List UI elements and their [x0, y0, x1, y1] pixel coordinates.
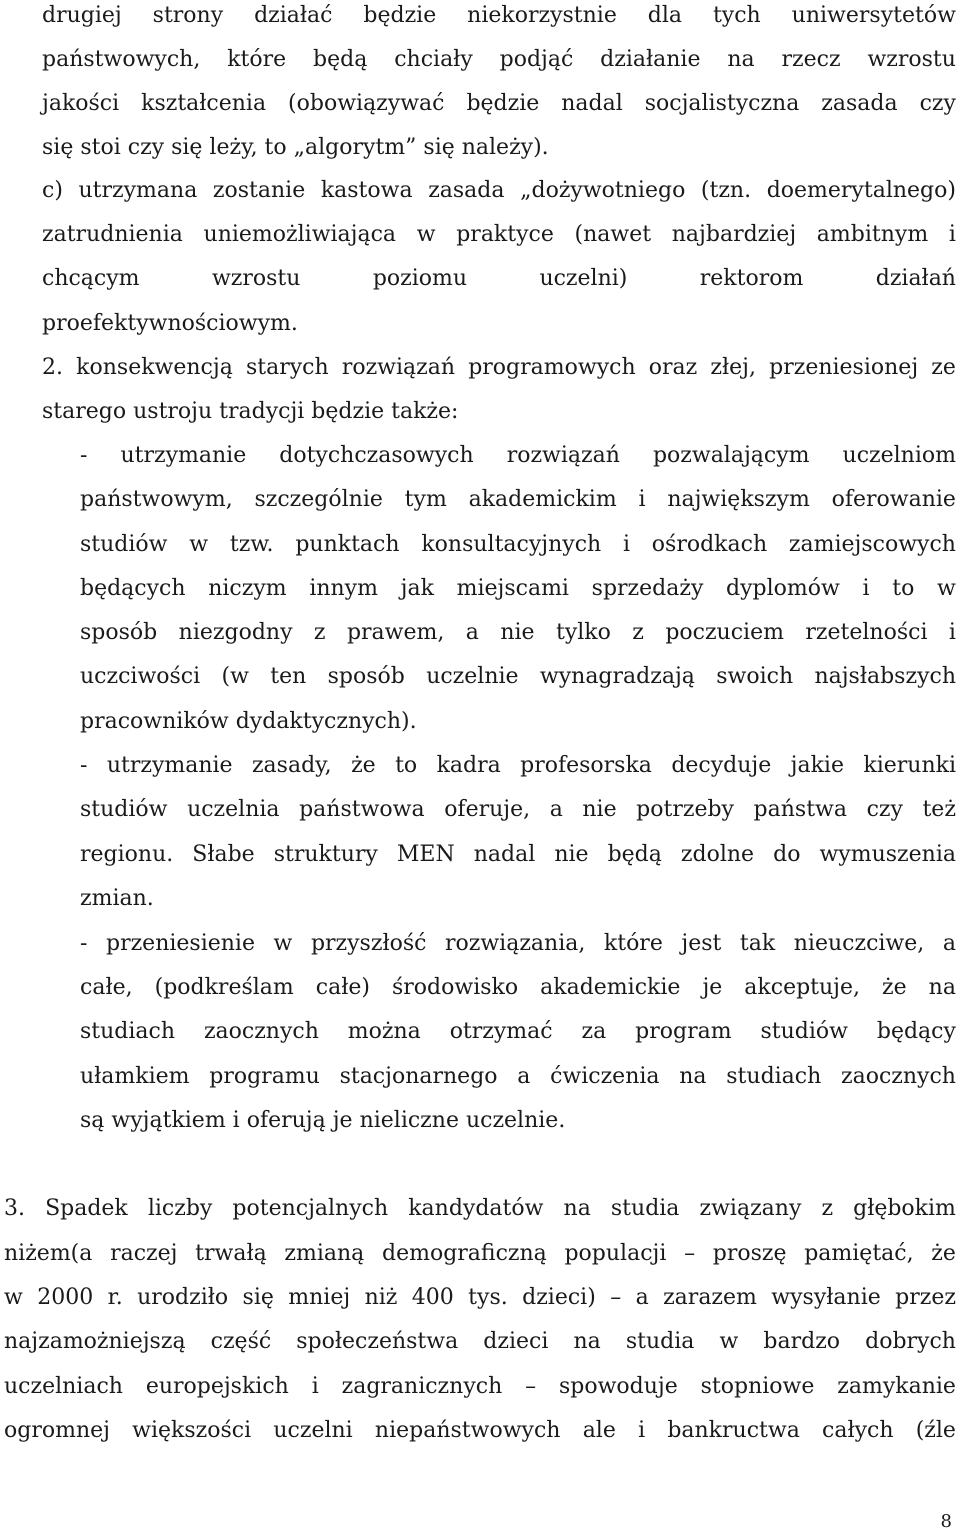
text-line: starego ustroju tradycji będzie także: — [42, 399, 459, 424]
word: i — [311, 1374, 319, 1399]
word: i — [948, 620, 956, 645]
word: je — [702, 975, 723, 1000]
word: uczelni — [273, 1418, 353, 1443]
text-line — [42, 264, 956, 294]
page-number: 8 — [940, 1511, 952, 1532]
word: społeczeństwa — [296, 1329, 459, 1354]
word: czy — [919, 91, 956, 116]
word: Spadek — [45, 1196, 128, 1221]
word: całe, — [80, 975, 133, 1000]
word: kierunki — [863, 753, 956, 778]
word: rozwiązania, — [444, 931, 586, 956]
word: wymuszenia — [819, 842, 956, 867]
text-line — [4, 1239, 956, 1269]
word: zasady, — [251, 753, 332, 778]
word: i — [638, 1418, 646, 1443]
word: uczelniom — [842, 443, 956, 468]
word: miejscami — [456, 576, 569, 601]
word: utrzymanie — [120, 443, 247, 468]
word: swoich — [716, 664, 794, 689]
text-line — [42, 220, 956, 250]
word: sposób — [80, 620, 158, 645]
text-line — [80, 485, 956, 515]
word: program — [635, 1019, 732, 1044]
word: punktach — [295, 532, 400, 557]
word: tak — [739, 931, 776, 956]
word: ćwiczenia — [550, 1064, 660, 1089]
word: będący — [876, 1019, 956, 1044]
word: uczelni) — [539, 266, 628, 291]
word: studia — [610, 1196, 680, 1221]
word: z — [313, 620, 326, 645]
word: otrzymać — [449, 1019, 553, 1044]
word: zaocznych — [203, 1019, 319, 1044]
word: i — [622, 532, 631, 557]
word: a — [465, 620, 479, 645]
word: uniwersytetów — [791, 3, 956, 28]
word: pozwalającym — [652, 443, 810, 468]
word: 2000 — [37, 1285, 94, 1310]
word: całe) — [315, 975, 370, 1000]
word: ze — [931, 355, 956, 380]
word: zarazem — [663, 1285, 757, 1310]
word: całych — [822, 1418, 894, 1443]
word: socjalistyczna — [644, 91, 800, 116]
word: niczym — [208, 576, 287, 601]
word: sprzedaży — [591, 576, 704, 601]
word: państwowym, — [80, 487, 233, 512]
word: MEN — [396, 842, 455, 867]
word: niekorzystnie — [467, 3, 617, 28]
word: liczby — [147, 1196, 213, 1221]
word: działanie — [600, 47, 701, 72]
word: tych — [712, 3, 761, 28]
word: będzie — [363, 3, 437, 28]
word: (nawet — [574, 222, 652, 247]
word: potrzeby — [636, 797, 734, 822]
word: akademickim — [468, 487, 617, 512]
word: konsultacyjnych — [421, 532, 602, 557]
word: drugiej — [42, 3, 122, 28]
word: będą — [607, 842, 662, 867]
word: w — [416, 222, 436, 247]
text-line — [80, 662, 956, 692]
word: na — [573, 1329, 601, 1354]
word: wynagradzają — [539, 664, 695, 689]
word: i — [638, 487, 646, 512]
word: w — [937, 576, 956, 601]
word: nadal — [473, 842, 536, 867]
word: to — [892, 576, 915, 601]
word: trwałą — [195, 1241, 267, 1266]
word: poczuciem — [665, 620, 784, 645]
word: na — [727, 47, 755, 72]
word: a — [517, 1064, 531, 1089]
word: dzieci) — [522, 1285, 596, 1310]
word: raczej — [110, 1241, 178, 1266]
word: regionu. — [80, 842, 174, 867]
word: uczelniach — [4, 1374, 123, 1399]
word: na — [928, 975, 956, 1000]
word: utrzymanie — [106, 753, 233, 778]
word: część — [210, 1329, 272, 1354]
text-line — [42, 176, 956, 206]
text-line — [80, 840, 956, 870]
word: że — [882, 975, 907, 1000]
word: - — [80, 931, 88, 956]
word: największym — [667, 487, 810, 512]
word: w — [273, 931, 293, 956]
text-line — [42, 353, 956, 383]
word: oferowanie — [831, 487, 956, 512]
word: i — [862, 576, 870, 601]
text-line — [4, 1372, 956, 1402]
text-line: proefektywnościowym. — [42, 311, 298, 336]
word: nadal — [561, 91, 623, 116]
word: prawem, — [346, 620, 445, 645]
word: (obowiązywać — [288, 91, 445, 116]
word: kadra — [436, 753, 501, 778]
word: starych — [245, 355, 329, 380]
text-line — [4, 1283, 956, 1313]
text-line — [4, 1194, 956, 1224]
word: (w — [221, 664, 249, 689]
word: głębokim — [853, 1196, 956, 1221]
word: jakości — [42, 91, 120, 116]
word: c) — [42, 178, 63, 203]
word: kastowa — [320, 178, 413, 203]
text-line — [42, 89, 956, 119]
word: państwa — [753, 797, 847, 822]
word: uczelnia — [187, 797, 280, 822]
text-line — [80, 751, 956, 781]
word: przeniesionej — [769, 355, 919, 380]
word: dyplomów — [726, 576, 840, 601]
word: ale — [582, 1418, 616, 1443]
text-line — [80, 441, 956, 471]
word: 3. — [4, 1196, 25, 1221]
word: nie — [554, 842, 589, 867]
word: – — [684, 1241, 696, 1266]
word: można — [347, 1019, 421, 1044]
word: jak — [400, 576, 434, 601]
word: wzrostu — [867, 47, 956, 72]
word: zagranicznych — [341, 1374, 503, 1399]
word: programowych — [468, 355, 636, 380]
word: się — [242, 1285, 274, 1310]
word: studiów — [760, 1019, 848, 1044]
word: też — [922, 797, 956, 822]
word: niepaństwowych — [374, 1418, 561, 1443]
word: urodziło — [137, 1285, 229, 1310]
word: doemerytalnego) — [766, 178, 956, 203]
word: uniemożliwiająca — [203, 222, 397, 247]
word: zmianą — [284, 1241, 365, 1266]
word: 2. — [42, 355, 63, 380]
word: zaocznych — [841, 1064, 956, 1089]
word: zasada — [821, 91, 898, 116]
word: – — [610, 1285, 622, 1310]
word: innym — [309, 576, 378, 601]
word: potencjalnych — [232, 1196, 389, 1221]
word: studia — [625, 1329, 695, 1354]
word: zamiejscowych — [788, 532, 956, 557]
word: studiach — [80, 1019, 176, 1044]
word: na — [679, 1064, 707, 1089]
word: kandydatów — [408, 1196, 544, 1221]
word: szczególnie — [254, 487, 383, 512]
word: akceptuje, — [744, 975, 861, 1000]
word: mniej — [288, 1285, 351, 1310]
word: populacji — [564, 1241, 667, 1266]
word: to — [395, 753, 418, 778]
word: przeniesienie — [105, 931, 255, 956]
text-line — [80, 929, 956, 959]
word: konsekwencją — [76, 355, 233, 380]
word: – — [525, 1374, 537, 1399]
word: ogromnej — [4, 1418, 110, 1443]
word: dzieci — [483, 1329, 549, 1354]
word: poziomu — [372, 266, 468, 291]
word: a — [942, 931, 956, 956]
word: rzetelności — [805, 620, 928, 645]
text-line: się stoi czy się leży, to „algorytm” się należy). — [42, 135, 549, 160]
word: w — [719, 1329, 739, 1354]
word: utrzymana — [78, 178, 198, 203]
word: najsłabszych — [814, 664, 956, 689]
word: sposób — [327, 664, 405, 689]
word: zdolne — [680, 842, 755, 867]
word: strony — [152, 3, 224, 28]
word: bardzo — [763, 1329, 841, 1354]
word: - — [80, 443, 88, 468]
text-line — [80, 574, 956, 604]
word: które — [603, 931, 663, 956]
word: niż — [364, 1285, 398, 1310]
word: proszę — [712, 1241, 787, 1266]
word: zostanie — [212, 178, 306, 203]
word: zasada — [428, 178, 505, 203]
word: oraz — [648, 355, 698, 380]
word: podjąć — [499, 47, 574, 72]
word: jest — [681, 931, 722, 956]
word: 400 — [411, 1285, 454, 1310]
word: tym — [404, 487, 447, 512]
word: działań — [875, 266, 956, 291]
word: rozwiązań — [506, 443, 620, 468]
word: europejskich — [145, 1374, 289, 1399]
text-line — [4, 1416, 956, 1446]
word: jakie — [790, 753, 844, 778]
word: za — [581, 1019, 607, 1044]
word: stacjonarnego — [339, 1064, 498, 1089]
word: struktury — [273, 842, 378, 867]
word: pamiętać, — [804, 1241, 914, 1266]
word: - — [80, 753, 88, 778]
word: dobrych — [865, 1329, 956, 1354]
text-line — [42, 1, 956, 31]
word: spowoduje — [558, 1374, 678, 1399]
word: oferuje, — [444, 797, 531, 822]
word: złej, — [710, 355, 756, 380]
word: tylko — [555, 620, 611, 645]
word: nie — [582, 797, 617, 822]
word: w — [189, 532, 209, 557]
word: uczelnie — [426, 664, 519, 689]
word: dla — [647, 3, 683, 28]
text-line: są wyjątkiem i oferują je nieliczne uczelnie. — [80, 1108, 566, 1133]
word: (źle — [915, 1418, 956, 1443]
word: Słabe — [192, 842, 255, 867]
word: czy — [866, 797, 903, 822]
word: przyszłość — [310, 931, 427, 956]
word: chcącym — [42, 266, 140, 291]
text-line — [80, 1062, 956, 1092]
word: profesorska — [520, 753, 652, 778]
word: stopniowe — [700, 1374, 815, 1399]
word: nieuczciwe, — [793, 931, 925, 956]
word: tzw. — [229, 532, 274, 557]
word: a — [549, 797, 563, 822]
word: będzie — [466, 91, 540, 116]
text-line: zmian. — [80, 886, 154, 911]
word: r. — [107, 1285, 123, 1310]
text-line — [80, 530, 956, 560]
word: państwowa — [299, 797, 425, 822]
word: nie — [500, 620, 535, 645]
word: akademickie — [540, 975, 681, 1000]
word: wysyłanie — [771, 1285, 881, 1310]
word: ten — [270, 664, 307, 689]
word: przez — [895, 1285, 956, 1310]
word: demograficzną — [381, 1241, 547, 1266]
word: rzecz — [781, 47, 841, 72]
word: programu — [209, 1064, 320, 1089]
word: z — [632, 620, 644, 645]
word: studiach — [726, 1064, 822, 1089]
word: w — [4, 1285, 23, 1310]
word: (tzn. — [700, 178, 752, 203]
text-line — [80, 795, 956, 825]
word: tys. — [468, 1285, 508, 1310]
word: kształcenia — [141, 91, 267, 116]
word: będących — [80, 576, 186, 601]
word: „dożywotniego — [520, 178, 686, 203]
text-line — [42, 45, 956, 75]
word: i — [948, 222, 956, 247]
word: niżem(a — [4, 1241, 93, 1266]
word: niezgodny — [178, 620, 293, 645]
word: wzrostu — [211, 266, 301, 291]
word: chciały — [394, 47, 473, 72]
word: że — [931, 1241, 956, 1266]
word: studiów — [80, 532, 168, 557]
text-line — [80, 618, 956, 648]
word: rozwiązań — [341, 355, 456, 380]
word: większości — [132, 1418, 252, 1443]
word: zatrudnienia — [42, 222, 183, 247]
word: bankructwa — [667, 1418, 800, 1443]
word: ośrodkach — [651, 532, 768, 557]
word: ambitnym — [816, 222, 929, 247]
word: do — [773, 842, 801, 867]
word: praktyce — [456, 222, 554, 247]
word: a — [635, 1285, 649, 1310]
word: rektorom — [699, 266, 804, 291]
word: dotychczasowych — [279, 443, 474, 468]
word: z — [821, 1196, 834, 1221]
text-line — [4, 1327, 956, 1357]
word: studiów — [80, 797, 168, 822]
word: najbardziej — [671, 222, 797, 247]
word: decyduje — [671, 753, 772, 778]
word: związany — [699, 1196, 802, 1221]
text-line — [80, 1017, 956, 1047]
word: państwowych, — [42, 47, 201, 72]
word: działać — [254, 3, 333, 28]
word: zamykanie — [837, 1374, 956, 1399]
word: środowisko — [392, 975, 519, 1000]
word: będą — [313, 47, 368, 72]
word: że — [351, 753, 376, 778]
word: uczciwości — [80, 664, 201, 689]
word: ułamkiem — [80, 1064, 190, 1089]
text-line — [80, 973, 956, 1003]
text-line: pracowników dydaktycznych). — [80, 709, 417, 734]
word: które — [227, 47, 287, 72]
word: najzamożniejszą — [4, 1329, 186, 1354]
word: na — [563, 1196, 591, 1221]
word: (podkreślam — [154, 975, 294, 1000]
